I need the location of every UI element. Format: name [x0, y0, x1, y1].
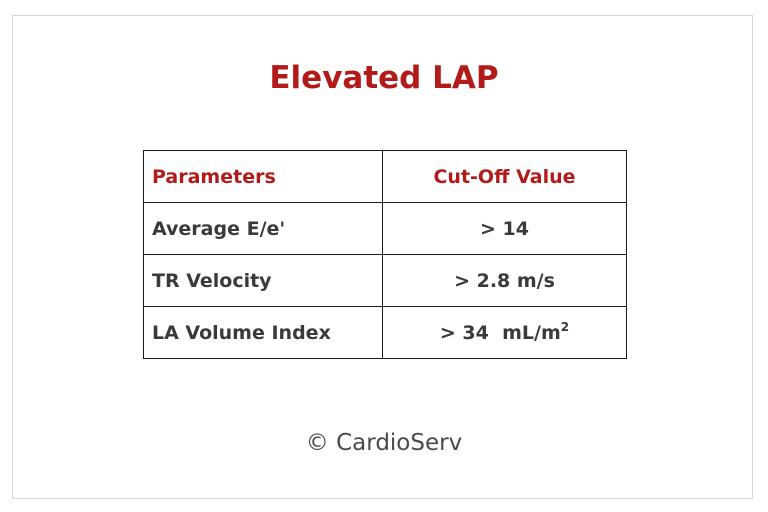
cutoff-table: [143, 150, 627, 359]
header-parameters: Parameters: [144, 151, 383, 203]
table-row: [144, 307, 627, 359]
table-row: [144, 203, 627, 255]
row-parameter: Average E/e': [144, 203, 383, 255]
cutoff-text: > 2.8 m/s: [454, 269, 555, 292]
row-cutoff-value: [383, 203, 627, 255]
row-parameter: TR Velocity: [144, 255, 383, 307]
cutoff-text: > 34 mL/m: [439, 321, 561, 344]
row-parameter: LA Volume Index: [144, 307, 383, 359]
row-cutoff-value: [383, 255, 627, 307]
row-cutoff-value: [383, 307, 627, 359]
table-header-row: [144, 151, 627, 203]
page-title: Elevated LAP: [269, 60, 499, 96]
header-cutoff-value: Cut-Off Value: [383, 151, 627, 203]
copyright-footer: © CardioServ: [305, 430, 463, 456]
table-row: [144, 255, 627, 307]
cutoff-text: > 14: [480, 217, 529, 240]
cutoff-superscript: 2: [560, 319, 570, 334]
